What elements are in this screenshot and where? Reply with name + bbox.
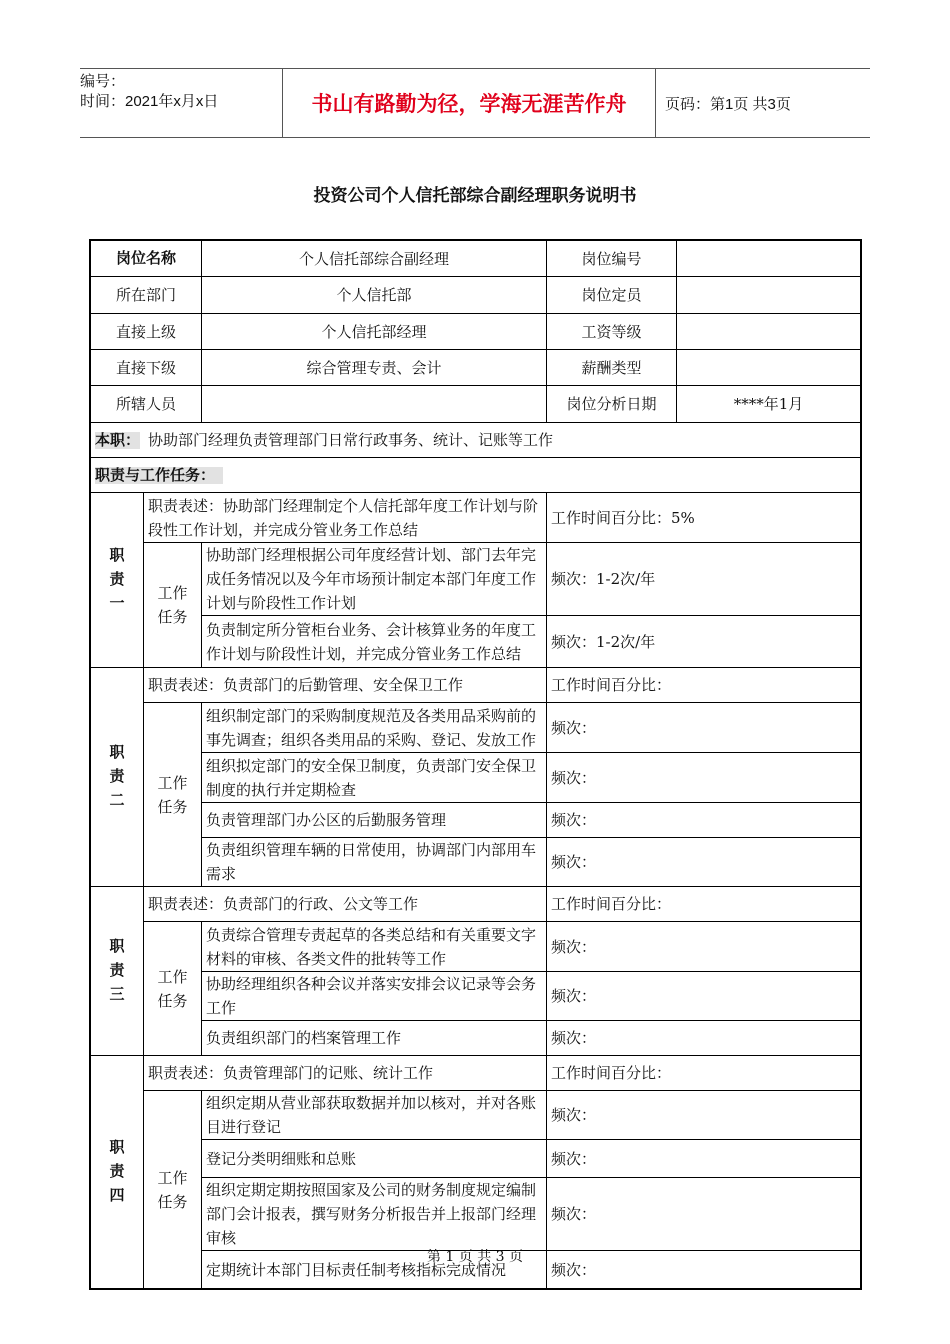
duties-heading-row: [91, 458, 861, 493]
benzhi-label: 本职：: [95, 431, 141, 449]
doc-number-label: 编号：: [80, 73, 126, 90]
task-label-line: 工作: [157, 1168, 188, 1187]
info-label: 岗位名称: [91, 241, 202, 277]
info-row: [91, 314, 861, 350]
task-row: [91, 1091, 861, 1140]
task-row: [91, 1178, 861, 1251]
task-row: [91, 543, 861, 616]
header-page-code: 页码：第1页 共3页: [665, 95, 791, 113]
info-value: ****年1月: [677, 386, 861, 423]
job-description-table: [90, 240, 861, 1289]
duty-name-char: 职: [109, 1139, 125, 1156]
task-text: 定期统计本部门目标责任制考核指标完成情况: [202, 1251, 547, 1289]
duty-desc-row: [91, 1056, 861, 1091]
duty-name: [91, 668, 144, 887]
duty-name-char: 二: [109, 792, 125, 809]
task-frequency: 频次：1-2次/年: [547, 543, 861, 616]
task-row: [91, 803, 861, 838]
info-label: 薪酬类型: [547, 350, 677, 386]
info-label: 岗位分析日期: [547, 386, 677, 423]
benzhi-cell: [91, 423, 861, 458]
task-label-line: 工作: [157, 967, 188, 986]
info-row: [91, 241, 861, 277]
task-frequency: 频次：: [547, 838, 861, 887]
benzhi-row: [91, 423, 861, 458]
duty-name-char: 一: [109, 595, 125, 612]
duty-name-char: 责: [109, 768, 125, 785]
duty-description: 职责表述：协助部门经理制定个人信托部年度工作计划与阶段性工作计划，并完成分管业务工作总结: [144, 493, 547, 543]
info-label: 工资等级: [547, 314, 677, 350]
task-text: 协助经理组织各种会议并落实安排会议记录等会务工作: [202, 972, 547, 1021]
info-value: 个人信托部经理: [202, 314, 547, 350]
duty-name-char: 责: [109, 962, 125, 979]
info-value: 个人信托部: [202, 277, 547, 314]
task-text: 组织定期从营业部获取数据并加以核对，并对各账目进行登记: [202, 1091, 547, 1140]
duty-description: 职责表述：负责部门的后勤管理、安全保卫工作: [144, 668, 547, 703]
duty-name: [91, 493, 144, 668]
task-label-line: 任务: [157, 797, 188, 816]
task-frequency: 频次：1-2次/年: [547, 616, 861, 668]
info-row: [91, 386, 861, 423]
info-row: [91, 277, 861, 314]
task-label: [144, 922, 202, 1056]
info-value: [202, 386, 547, 423]
duty-name: [91, 887, 144, 1056]
duty-desc-row: [91, 668, 861, 703]
task-frequency: 频次：: [547, 703, 861, 753]
task-label: [144, 703, 202, 887]
duty-time-percent: 工作时间百分比：5%: [547, 493, 861, 543]
document-title: 投资公司个人信托部综合副经理职务说明书: [313, 186, 637, 205]
task-row: [91, 1021, 861, 1056]
task-row: [91, 616, 861, 668]
task-frequency: 频次：: [547, 1251, 861, 1289]
duty-time-percent: 工作时间百分比：: [547, 887, 861, 922]
info-label: 岗位定员: [547, 277, 677, 314]
duty-name-char: 四: [109, 1187, 125, 1204]
info-row: [91, 350, 861, 386]
task-text: 负责制定所分管柜台业务、会计核算业务的年度工作计划与阶段性计划，并完成分管业务工作总结: [202, 616, 547, 668]
task-frequency: 频次：: [547, 1178, 861, 1251]
duty-name-char: 责: [109, 1163, 125, 1180]
task-text: 登记分类明细账和总账: [202, 1140, 547, 1178]
info-value: [677, 314, 861, 350]
task-text: 负责管理部门办公区的后勤服务管理: [202, 803, 547, 838]
task-text: 组织拟定部门的安全保卫制度，负责部门安全保卫制度的执行并定期检查: [202, 753, 547, 803]
doc-date-label: 时间：2021年x月x日: [80, 93, 219, 110]
duty-name-char: 职: [109, 744, 125, 761]
task-frequency: 频次：: [547, 753, 861, 803]
task-label: [144, 543, 202, 668]
task-row: [91, 703, 861, 753]
task-text: 负责综合管理专责起草的各类总结和有关重要文字材料的审核、各类文件的批转等工作: [202, 922, 547, 972]
task-text: 负责组织部门的档案管理工作: [202, 1021, 547, 1056]
task-frequency: 频次：: [547, 1021, 861, 1056]
task-label-line: 任务: [157, 1192, 188, 1211]
duty-name-char: 职: [109, 938, 125, 955]
task-label-line: 任务: [157, 608, 188, 626]
info-value: 个人信托部综合副经理: [202, 241, 547, 277]
task-frequency: 频次：: [547, 803, 861, 838]
page-footer: 第 1 页 共 3 页: [426, 1249, 524, 1265]
info-label: 直接上级: [91, 314, 202, 350]
duty-description: 职责表述：负责部门的行政、公文等工作: [144, 887, 547, 922]
info-value: [677, 241, 861, 277]
task-row: [91, 972, 861, 1021]
duty-name-char: 职: [109, 547, 125, 564]
task-text: 组织定期定期按照国家及公司的财务制度规定编制部门会计报表，撰写财务分析报告并上报部门经理审核: [202, 1178, 547, 1251]
task-label-line: 任务: [157, 991, 188, 1010]
page-header: [80, 68, 870, 138]
info-label: 所在部门: [91, 277, 202, 314]
task-text: 组织制定部门的采购制度规范及各类用品采购前的事先调查；组织各类用品的采购、登记、发放工作: [202, 703, 547, 753]
task-frequency: 频次：: [547, 972, 861, 1021]
task-row: [91, 838, 861, 887]
task-text: 负责组织管理车辆的日常使用，协调部门内部用车需求: [202, 838, 547, 887]
task-label-line: 工作: [157, 773, 188, 792]
info-value: [677, 277, 861, 314]
header-meta: [80, 69, 282, 140]
duty-name-char: 责: [109, 571, 125, 588]
duty-description: 职责表述：负责管理部门的记账、统计工作: [144, 1056, 547, 1091]
info-label: 直接下级: [91, 350, 202, 386]
duty-desc-row: [91, 493, 861, 543]
task-row: [91, 1140, 861, 1178]
duty-time-percent: 工作时间百分比：: [547, 1056, 861, 1091]
task-row: [91, 922, 861, 972]
task-frequency: 频次：: [547, 1140, 861, 1178]
benzhi-text: 协助部门经理负责管理部门日常行政事务、统计、记账等工作: [148, 430, 554, 449]
duty-desc-row: [91, 887, 861, 922]
duty-time-percent: 工作时间百分比：: [547, 668, 861, 703]
task-label-line: 工作: [157, 584, 188, 602]
task-frequency: 频次：: [547, 922, 861, 972]
info-value: [677, 350, 861, 386]
info-label: 所辖人员: [91, 386, 202, 423]
duty-name-char: 三: [109, 986, 125, 1003]
info-label: 岗位编号: [547, 241, 677, 277]
header-motto: 书山有路勤为径，学海无涯苦作舟: [282, 69, 656, 137]
duties-heading-cell: [91, 458, 861, 493]
task-text: 协助部门经理根据公司年度经营计划、部门去年完成任务情况以及今年市场预计制定本部门年度工作计划与阶段性工作计划: [202, 543, 547, 616]
info-value: 综合管理专责、会计: [202, 350, 547, 386]
task-row: [91, 753, 861, 803]
task-frequency: 频次：: [547, 1091, 861, 1140]
duties-heading: 职责与工作任务：: [95, 467, 223, 484]
